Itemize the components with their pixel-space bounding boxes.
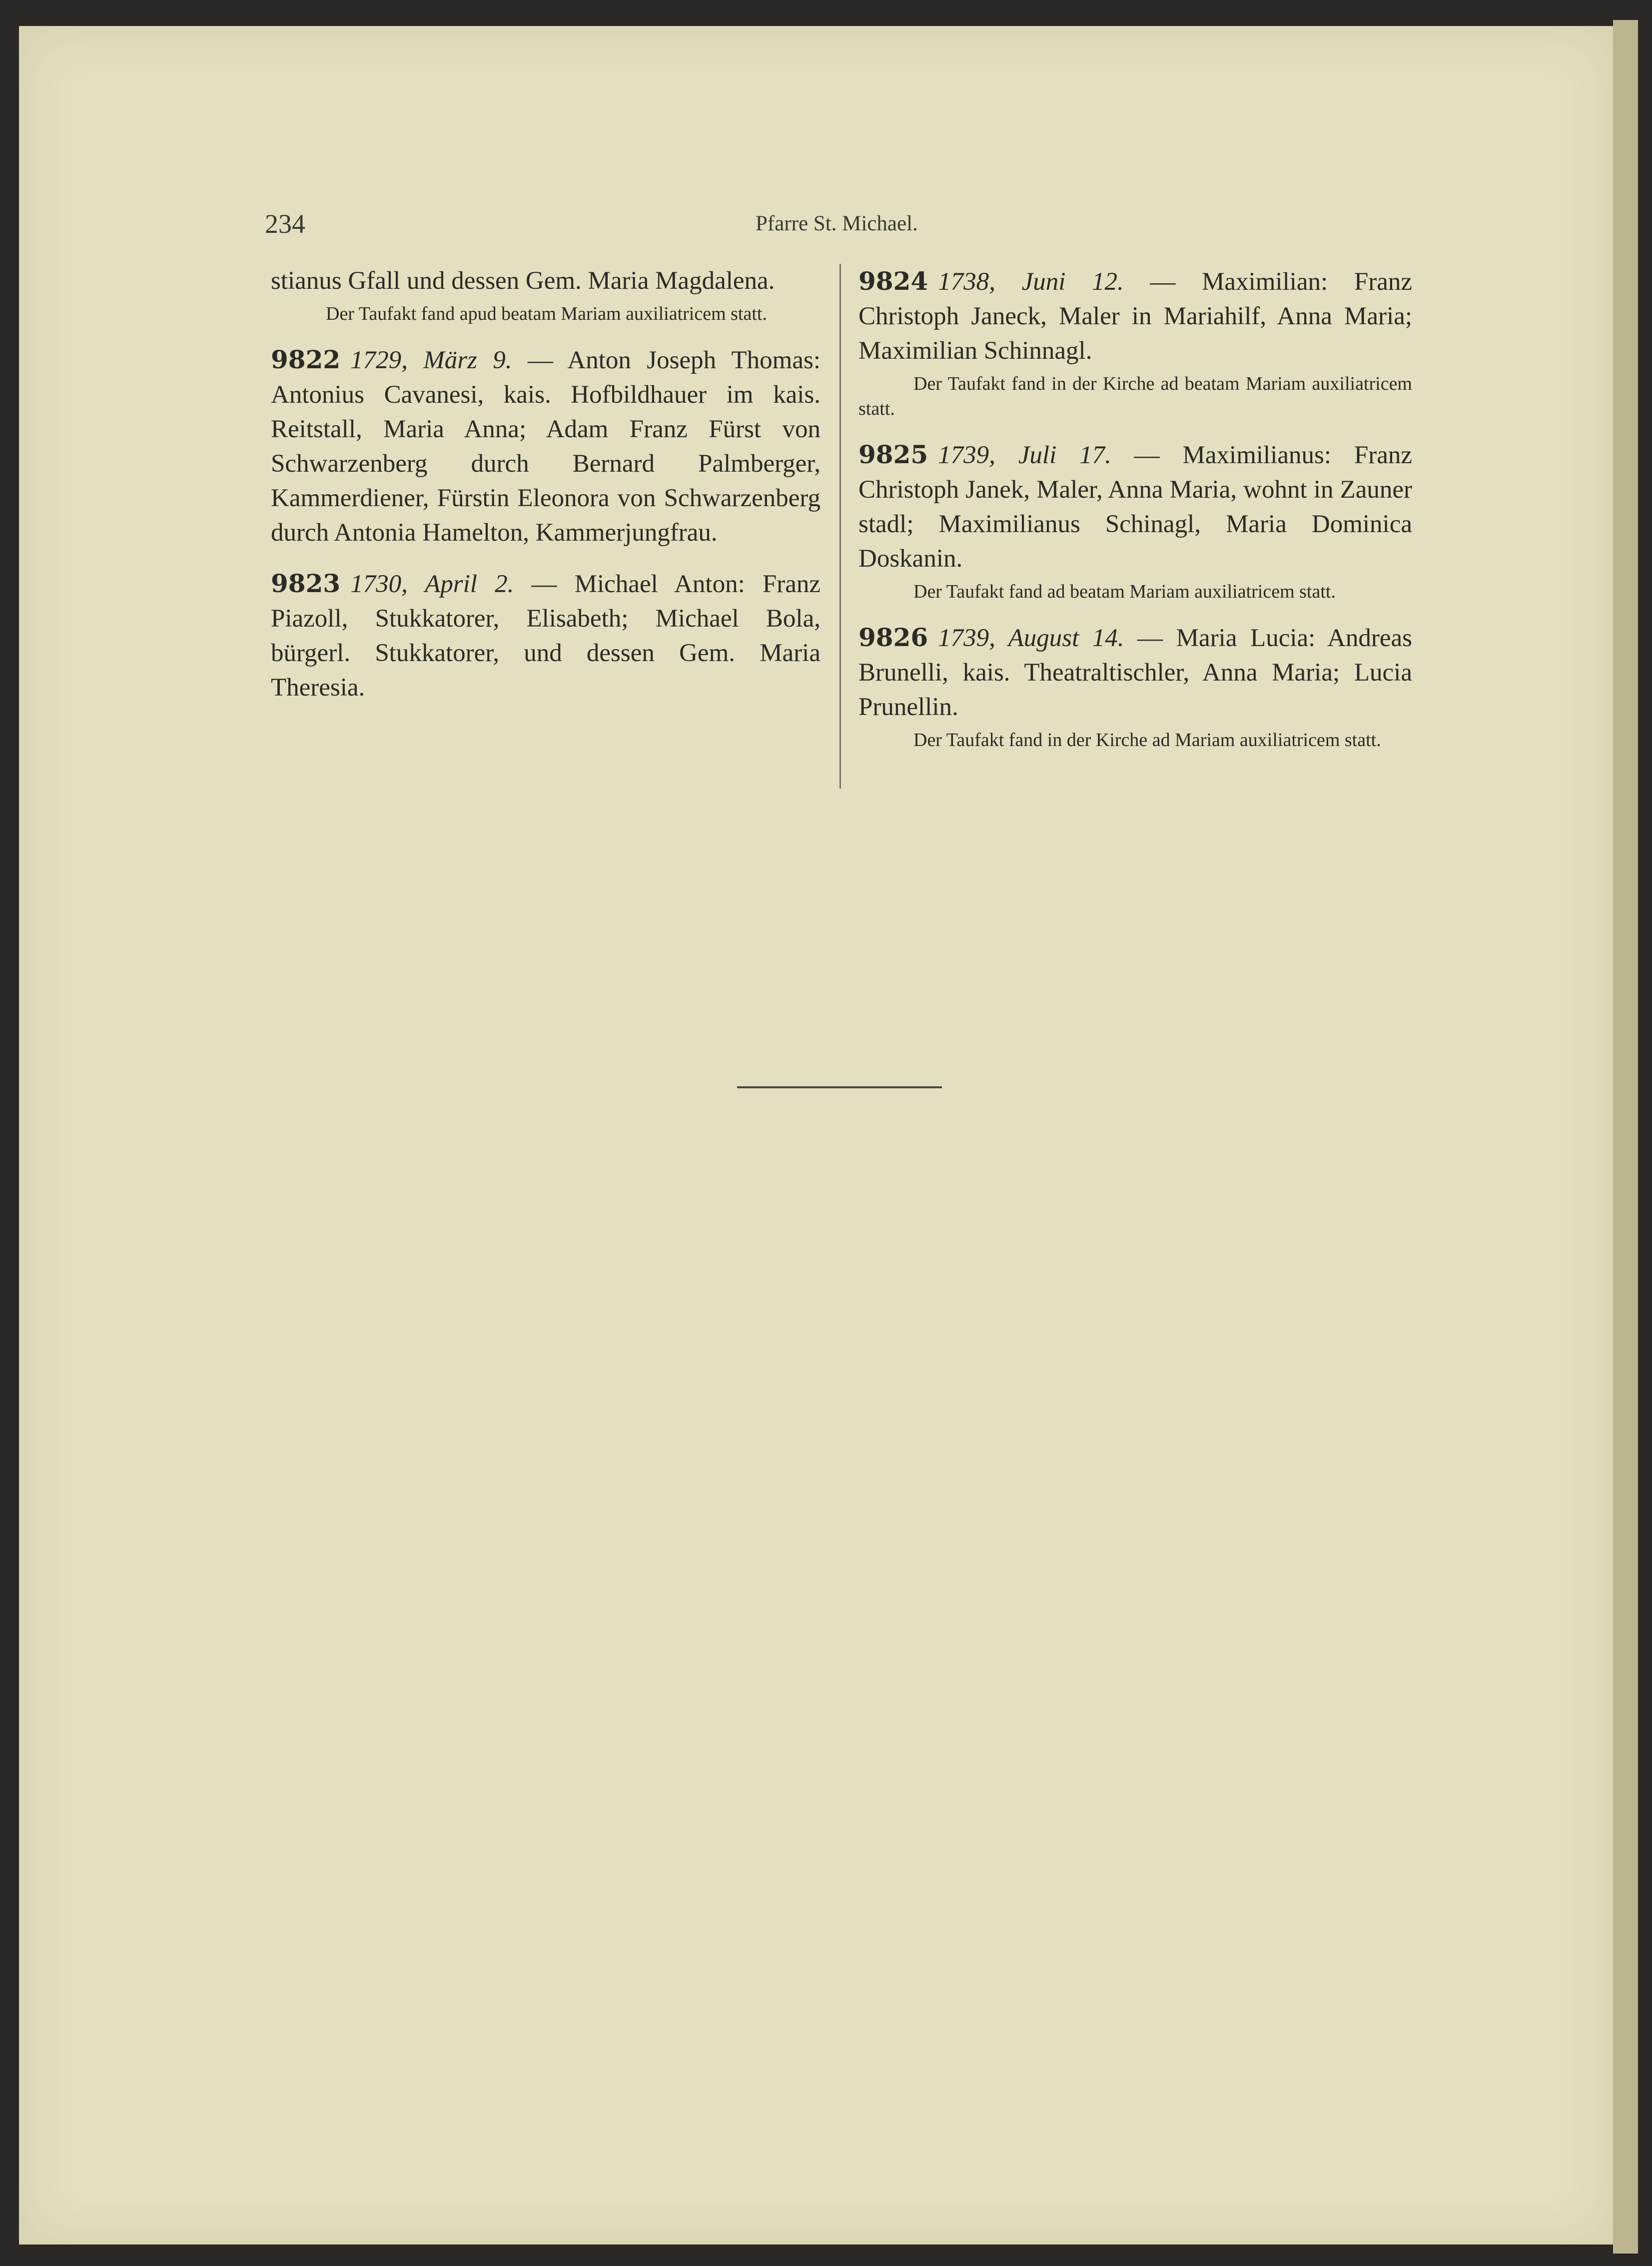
entry-9826: [858, 620, 1412, 753]
entry-number: 9824: [858, 266, 928, 296]
entry-note: Der Taufakt fand apud beatam Mariam auxiliatricem statt.: [326, 303, 767, 324]
entry-text: stianus Gfall und dessen Gem. Maria Magdalena.: [271, 267, 775, 295]
entry-number: 9822: [271, 345, 341, 374]
left-column: [271, 264, 821, 721]
entry-note: Der Taufakt fand in der Kirche ad Mariam auxiliatricem statt.: [913, 730, 1381, 751]
entry-9825: [858, 437, 1412, 604]
entry-9824: [858, 264, 1412, 421]
entry-date: 1730, April 2.: [350, 570, 514, 598]
page-number: 234: [265, 209, 305, 239]
entry-continuation: [271, 264, 821, 326]
entry-note: Der Taufakt fand in der Kirche ad beatam Mariam auxiliatricem statt.: [858, 373, 1412, 419]
entry-date: 1729, März 9.: [350, 346, 512, 374]
entry-number: 9826: [858, 623, 928, 652]
adjacent-page-edge: [1613, 20, 1638, 2254]
entry-text: — Anton Joseph Thomas: Antonius Cavanesi, kais. Hofbildhauer im kais. Reitstall, Maria Anna; Adam Franz Fürst von Schwarzenberg durch Bernard Palmberger, Kammerdiener, Fürstin Eleonora von Schwarzenberg durch Antonia Hamelton, Kammerjungfrau.: [271, 346, 821, 547]
entry-number: 9825: [858, 440, 928, 469]
entry-number: 9823: [271, 569, 341, 598]
column-divider: [839, 264, 841, 788]
entry-9823: [271, 566, 821, 705]
entry-text: — Maximilianus: Franz Christoph Janek, Maler, Anna Maria, wohnt in Zauner stadl; Maximilianus Schinagl, Maria Dominica Doskanin.: [858, 441, 1412, 573]
entry-date: 1739, August 14.: [938, 624, 1124, 652]
entry-text: — Maximilian: Franz Christoph Janeck, Maler in Mariahilf, Anna Maria; Maximilian Schinnagl.: [858, 268, 1412, 365]
entry-text: — Maria Lucia: Andreas Brunelli, kais. Theatraltischler, Anna Maria; Lucia Prunellin.: [858, 624, 1413, 721]
entry-text: — Michael Anton: Franz Piazoll, Stukkatorer, Elisabeth; Michael Bola, bürgerl. Stukkatorer, und dessen Gem. Maria Theresia.: [271, 570, 821, 702]
entry-9822: [271, 342, 821, 550]
entry-date: 1739, Juli 17.: [938, 441, 1111, 469]
running-title: Pfarre St. Michael.: [756, 212, 918, 235]
entry-date: 1738, Juni 12.: [938, 268, 1124, 296]
right-column: [858, 264, 1412, 768]
entry-note: Der Taufakt fand ad beatam Mariam auxiliatricem statt.: [913, 581, 1336, 602]
section-end-rule: [737, 1086, 942, 1088]
